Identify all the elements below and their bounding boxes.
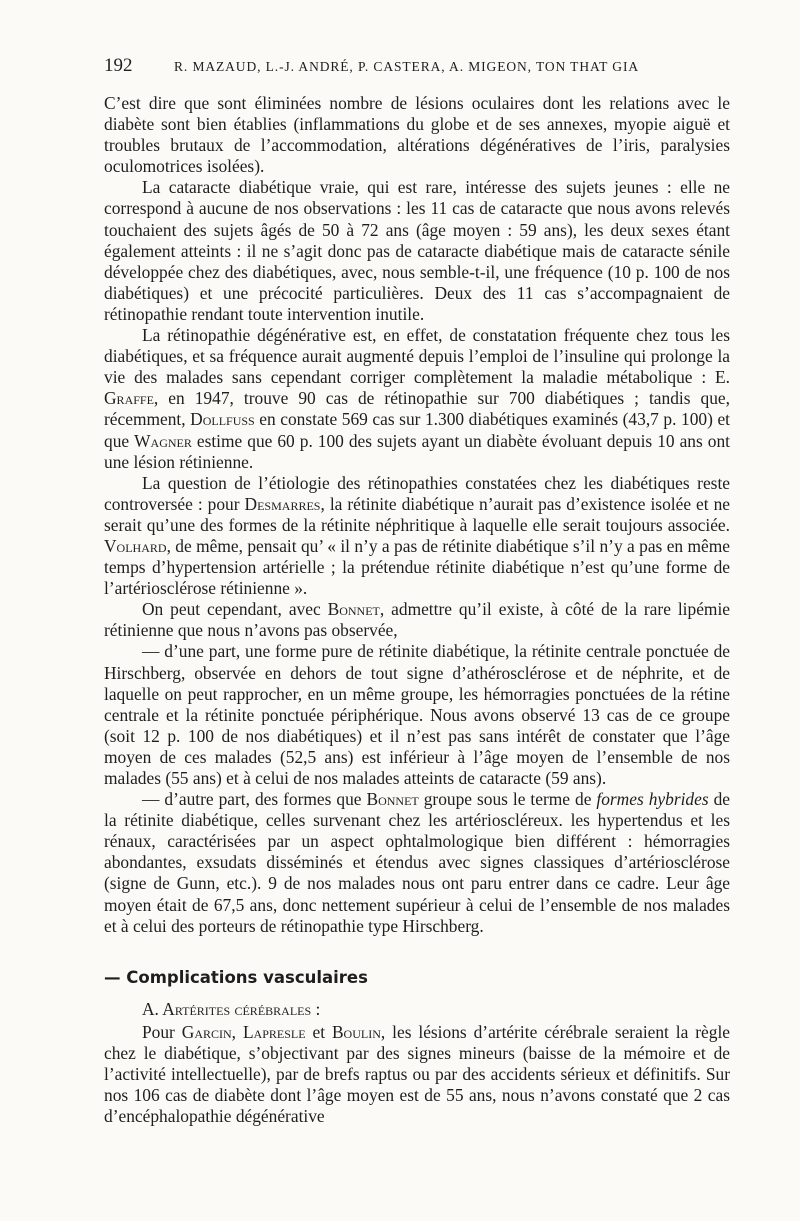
paragraph-bonnet-intro bbox=[104, 599, 730, 641]
text-run: de la rétinite diabétique, celles survenant chez les artérioscléreux. les hypertendus et les rénaux, caractérisées par un aspect ophtalmologique bien différent : hémorragies abondantes, exsudats disséminés et étendus avec signes classiques d’artériosclérose (signe de Gunn, etc.). 9 de nos malades nous ont paru entrer dans ce cadre. Leur âge moyen était de 67,5 ans, donc nettement supérieur à celui de l’ensemble de nos malades et à celui des porteurs de rétinopathie type Hirschberg. bbox=[104, 789, 731, 936]
author-bonnet: Bonnet bbox=[327, 599, 380, 620]
text-run: , la rétinite diabétique n’aurait pas d’existence isolée et ne serait qu’une des formes de la rétinite néphritique à laquelle elle serait toujours associée. bbox=[104, 493, 730, 535]
document-page bbox=[104, 55, 730, 1127]
page-header bbox=[104, 55, 730, 89]
author-wagner: Wagner bbox=[134, 430, 192, 451]
running-head-authors: R. MAZAUD, L.-J. ANDRÉ, P. CASTERA, A. MIGEON, TON THAT GIA bbox=[174, 59, 640, 74]
paragraph-degenerative-retinopathy bbox=[104, 325, 730, 473]
text-run: groupe sous le terme de bbox=[418, 789, 597, 810]
text-run: La rétinopathie dégénérative est, en effet, de constatation fréquente chez tous les diabétiques, et sa fréquence aurait augmenté depuis l’emploi de l’insuline qui prolonge la vie des malades sans cependant corriger complètement la maladie métabolique : E. bbox=[104, 325, 730, 388]
author-dollfuss: Dollfuss bbox=[190, 409, 255, 430]
section-heading-vascular-complications: — Complications vasculaires bbox=[104, 967, 368, 987]
paragraph-ocular-lesions: C’est dire que sont éliminées nombre de lésions oculaires dont les relations avec le diabète sont bien établies (inflammations du globe et de ses annexes, myopie aiguë et troubles brutaux de l’accommodation, altérations dégénératives de l’iris, paralysies oculomotrices isolées). bbox=[104, 93, 730, 177]
text-run: , de même, pensait qu’ « il n’y a pas de rétinite diabétique s’il n’y a pas en même temps d’hypertension artérielle ; la prétendue rétinite diabétique n’est qu’une forme de l’artériosclérose rétinienne ». bbox=[104, 535, 730, 599]
text-run: en constate 569 cas sur 1.300 diabétiques examinés (43,7 p. 100) et que bbox=[104, 409, 730, 451]
text-run: On peut cependant, avec bbox=[142, 599, 328, 620]
text-run: et bbox=[305, 1021, 332, 1042]
paragraph-retinopathy-etiology bbox=[104, 473, 730, 600]
text-run: , bbox=[231, 1021, 243, 1042]
text-run: , en 1947, trouve 90 cas de rétinopathie sur 700 diabétiques ; tandis que, récemment, bbox=[104, 388, 730, 430]
text-run: estime que 60 p. 100 des sujets ayant un diabète évoluant depuis 10 ans ont une lésion rétinienne. bbox=[104, 430, 730, 472]
author-volhard: Volhard bbox=[104, 535, 167, 556]
author-bonnet: Bonnet bbox=[366, 789, 419, 810]
paragraph-hirschberg-form: — d’une part, une forme pure de rétinite diabétique, la rétinite centrale ponctuée de Hirschberg, observée en dehors de tout signe d’athérosclérose et de néphrite, et de laquelle on peut rapprocher, en un même groupe, les hémorragies ponctuées de la rétine centrale et la rétinite ponctuée périphérique. Nous avons observé 13 cas de ce groupe (soit 12 p. 100 de nos diabétiques) et il n’est pas sans intérêt de constater que l’âge moyen de ces malades (52,5 ans) est inférieur à l’âge moyen de l’ensemble de nos malades (55 ans) et à celui de nos malades atteints de cataracte (59 ans). bbox=[104, 641, 730, 788]
text-run: , admettre qu’il existe, à côté de la rare lipémie rétinienne que nous n’avons pas observée, bbox=[104, 599, 731, 641]
author-boulin: Boulin bbox=[331, 1021, 381, 1042]
paragraph-diabetic-cataract: La cataracte diabétique vraie, qui est rare, intéresse des sujets jeunes : elle ne correspond à aucune de nos observations : les 11 cas de cataracte que nous avons relevés touchaient des sujets âgés de 50 à 72 ans (âge moyen : 59 ans), les deux sexes étant également atteints : il ne s’agit donc pas de cataracte diabétique mais de cataracte sénile développée chez des diabétiques, avec, nous semble-t-il, une fréquence (10 p. 100 de nos diabétiques) et une précocité particulières. Deux des 11 cas s’accompagnaient de rétinopathie rendant toute intervention inutile. bbox=[104, 177, 730, 324]
text-run: — d’autre part, des formes que bbox=[142, 789, 367, 810]
author-desmarres: Desmarres bbox=[244, 493, 321, 514]
author-garcin: Garcin bbox=[181, 1021, 232, 1042]
subsection-heading-cerebral-arteritis: A. Artérites cérébrales : bbox=[142, 998, 321, 1019]
paragraph-cerebral-arteritis bbox=[104, 1022, 730, 1127]
text-run: La question de l’étiologie des rétinopathies constatées chez les diabétiques reste controversée : pour bbox=[104, 472, 730, 514]
paragraph-hybrid-forms bbox=[104, 789, 730, 937]
term-formes-hybrides: formes hybrides bbox=[596, 789, 709, 810]
author-graffe: Graffe bbox=[104, 388, 154, 409]
author-lapresle: Lapresle bbox=[242, 1021, 306, 1042]
text-run: , les lésions d’artérite cérébrale seraient la règle chez le diabétique, s’objectivant par des signes mineurs (baisse de la mémoire et de l’activité intellectuelle), par de brefs raptus ou par des accidents sérieux et définitifs. Sur nos 106 cas de diabète dont l’âge moyen est de 55 ans, nous n’avons constaté que 2 cas d’encéphalopathie dégénérative bbox=[104, 1021, 731, 1127]
text-run: Pour bbox=[142, 1021, 182, 1042]
page-number: 192 bbox=[104, 55, 133, 76]
